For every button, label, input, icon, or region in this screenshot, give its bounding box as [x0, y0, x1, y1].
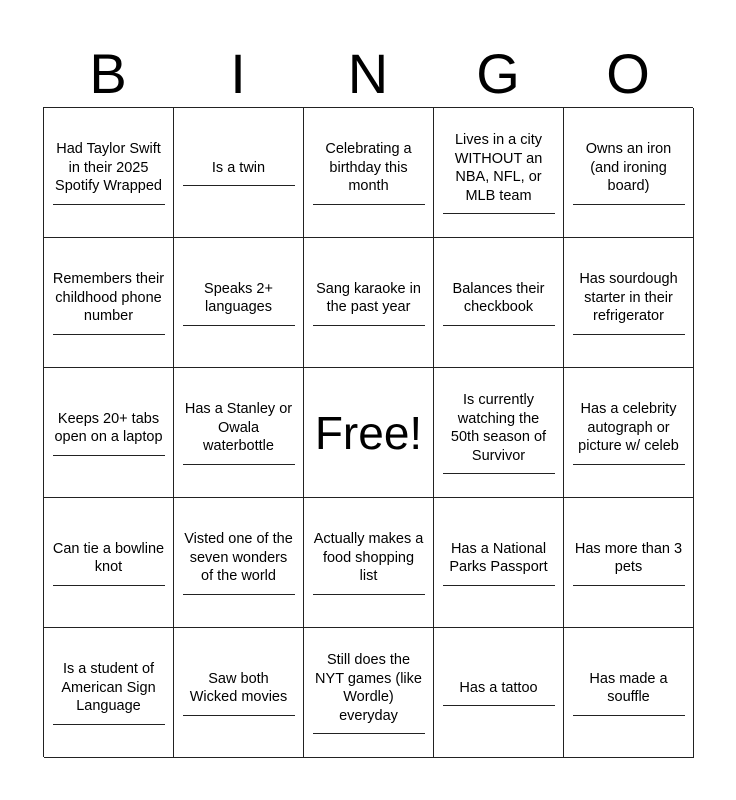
- signature-line: [53, 724, 165, 725]
- signature-line: [573, 715, 685, 716]
- cell-text: Still does the NYT games (like Wordle) everyday: [315, 652, 422, 724]
- signature-line: [573, 585, 685, 586]
- signature-line: [573, 204, 685, 205]
- header-letter-b: B: [89, 42, 127, 105]
- free-space-cell[interactable]: [304, 368, 434, 498]
- cell-text: Can tie a bowline knot: [52, 540, 165, 575]
- bingo-cell[interactable]: [174, 108, 304, 238]
- cell-text: Celebrating a birthday this month: [325, 141, 412, 195]
- cell-text: Speaks 2+ languages: [204, 280, 273, 315]
- header-letter-i: I: [230, 42, 246, 105]
- cell-text: Has a tattoo: [459, 679, 538, 696]
- cell-text: Is a twin: [211, 159, 266, 176]
- signature-line: [443, 473, 555, 474]
- free-space-label: Free!: [314, 406, 423, 459]
- signature-line: [183, 464, 295, 465]
- bingo-cell[interactable]: [564, 108, 694, 238]
- header-letter-o: O: [606, 42, 650, 105]
- signature-line: [443, 585, 555, 586]
- signature-line: [53, 334, 165, 335]
- cell-text: Lives in a city WITHOUT an NBA, NFL, or MLB team: [454, 132, 543, 204]
- bingo-cell[interactable]: [434, 238, 564, 368]
- bingo-cell[interactable]: [174, 628, 304, 758]
- signature-line: [183, 594, 295, 595]
- bingo-cell[interactable]: [174, 368, 304, 498]
- bingo-cell[interactable]: [564, 498, 694, 628]
- signature-line: [573, 464, 685, 465]
- bingo-cell[interactable]: [564, 628, 694, 758]
- cell-text: Owns an iron (and ironing board): [585, 141, 672, 195]
- signature-line: [313, 594, 425, 595]
- bingo-cell[interactable]: [44, 368, 174, 498]
- cell-text: Keeps 20+ tabs open on a laptop: [54, 410, 163, 445]
- bingo-cell[interactable]: [44, 238, 174, 368]
- signature-line: [313, 204, 425, 205]
- cell-text: Is a student of American Sign Language: [61, 661, 156, 715]
- cell-text: Has made a souffle: [589, 670, 668, 705]
- cell-text: Has a celebrity autograph or picture w/ celeb: [578, 401, 679, 455]
- cell-text: Had Taylor Swift in their 2025 Spotify Wrapped: [55, 141, 162, 195]
- bingo-cell[interactable]: [304, 108, 434, 238]
- cell-text: Remembers their childhood phone number: [52, 271, 165, 325]
- bingo-cell[interactable]: [44, 108, 174, 238]
- signature-line: [313, 733, 425, 734]
- signature-line: [443, 213, 555, 214]
- signature-line: [443, 325, 555, 326]
- bingo-cell[interactable]: [174, 498, 304, 628]
- signature-line: [313, 325, 425, 326]
- cell-text: Sang karaoke in the past year: [316, 280, 421, 315]
- bingo-header: [43, 40, 693, 108]
- bingo-cell[interactable]: [44, 498, 174, 628]
- bingo-cell[interactable]: [434, 628, 564, 758]
- cell-text: Visted one of the seven wonders of the world: [184, 531, 293, 585]
- signature-line: [183, 185, 295, 186]
- bingo-cell[interactable]: [434, 498, 564, 628]
- cell-text: Has sourdough starter in their refrigerator: [579, 271, 678, 325]
- header-letter-g: G: [476, 42, 520, 105]
- bingo-cell[interactable]: [174, 238, 304, 368]
- cell-text: Has a National Parks Passport: [449, 540, 548, 575]
- cell-text: Balances their checkbook: [452, 280, 545, 315]
- cell-text: Has a Stanley or Owala waterbottle: [184, 401, 293, 455]
- bingo-cell[interactable]: [304, 238, 434, 368]
- bingo-cell[interactable]: [434, 108, 564, 238]
- header-letter-n: N: [347, 42, 389, 105]
- signature-line: [573, 334, 685, 335]
- cell-text: Saw both Wicked movies: [189, 670, 288, 705]
- signature-line: [443, 705, 555, 706]
- signature-line: [53, 204, 165, 205]
- signature-line: [53, 585, 165, 586]
- bingo-cell[interactable]: [304, 628, 434, 758]
- cell-text: Is currently watching the 50th season of Survivor: [450, 392, 547, 464]
- bingo-cell[interactable]: [564, 368, 694, 498]
- bingo-cell[interactable]: [564, 238, 694, 368]
- signature-line: [183, 325, 295, 326]
- signature-line: [183, 715, 295, 716]
- signature-line: [53, 455, 165, 456]
- bingo-cell[interactable]: [44, 628, 174, 758]
- bingo-grid: [43, 107, 693, 757]
- cell-text: Has more than 3 pets: [574, 540, 683, 575]
- bingo-cell[interactable]: [304, 498, 434, 628]
- bingo-cell[interactable]: [434, 368, 564, 498]
- cell-text: Actually makes a food shopping list: [313, 531, 424, 585]
